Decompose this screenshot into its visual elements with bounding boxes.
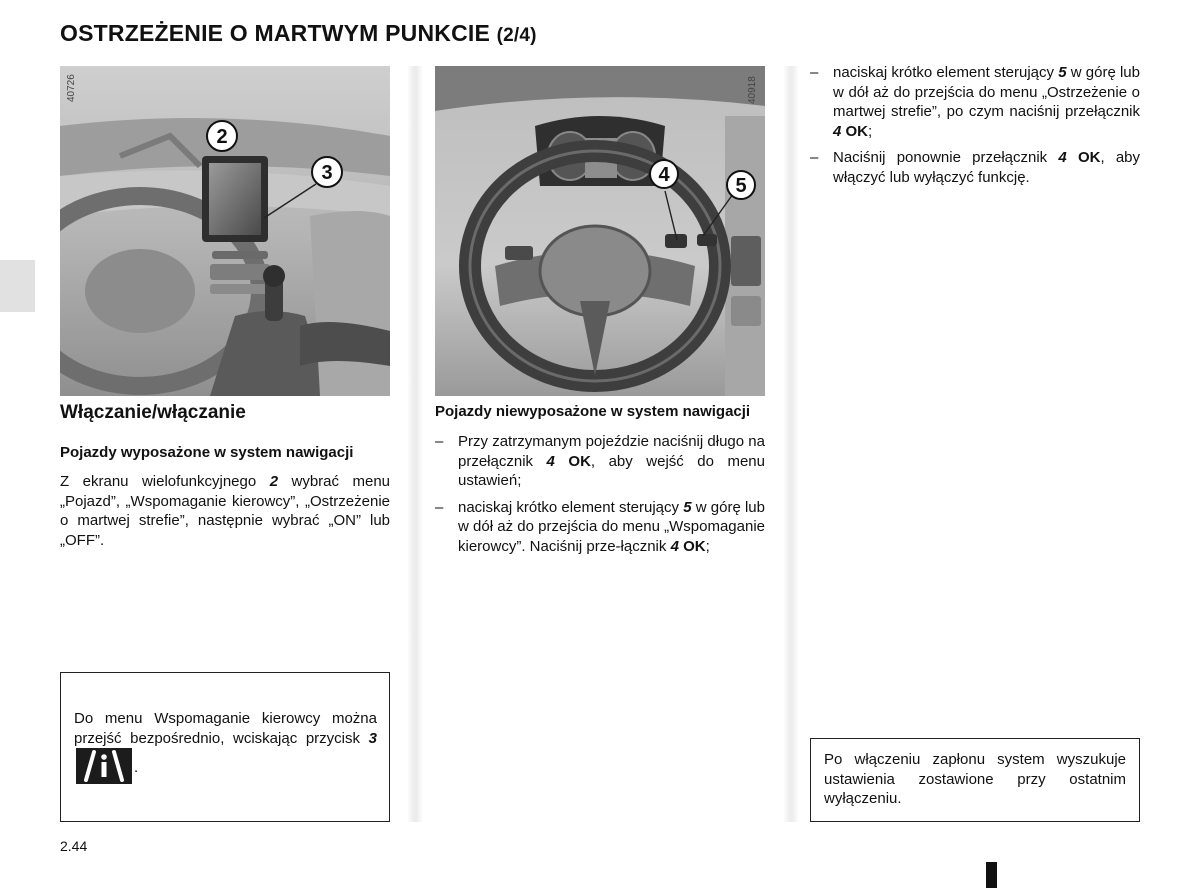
column-divider [783, 66, 799, 822]
list-item: – naciskaj krótko element sterujący 5 w górę lub w dół aż do przejścia do menu „Wspomaganie kierowcy”. Naciśnij prze-łącznik 4 OK; [435, 498, 765, 555]
dashboard-figure [60, 66, 390, 396]
note-box-right: Po włączeniu zapłonu system wyszukuje ustawienia zostawione przy ostatnim wyłączeniu. [810, 738, 1140, 822]
page-of-indicator: (2/4) [496, 25, 537, 46]
callout-5: 5 [735, 175, 747, 197]
page-title-text: OSTRZEŻENIE O MARTWYM PUNKCIE [60, 20, 491, 46]
list-item: – naciskaj krótko element sterujący 5 w górę lub w dół aż do przejścia do menu „Ostrzeżenie o martwej strefie”, po czym naciśnij przełącznik 4 OK; [810, 64, 1140, 140]
ref-screen: 2 [269, 473, 279, 490]
figure-code: 40726 [66, 74, 77, 102]
column-1 [60, 402, 390, 550]
subheading: Pojazdy wyposażone w system nawigacji [60, 444, 354, 461]
steering-wheel-figure [435, 66, 765, 396]
column-3 [810, 63, 1140, 194]
list-item: – Przy zatrzymanym pojeździe naciśnij długo na przełącznik 4 OK, aby wejść do menu ustawień; [435, 433, 765, 489]
instruction-paragraph: Z ekranu wielofunkcyjnego 2 wybrać menu „Pojazd”, „Wspomaganie kierowcy”, „Ostrzeżenie o martwej strefie”, następnie wybrać „ON” lub „OFF”. [60, 473, 391, 549]
callout-2: 2 [216, 126, 228, 148]
column-divider [407, 66, 423, 822]
note-box-left [60, 672, 390, 822]
section-heading: Włączanie/włączanie [60, 402, 246, 423]
chapter-tab [0, 260, 35, 312]
column-2 [435, 402, 765, 563]
subheading: Pojazdy niewyposażone w system nawigacji [435, 403, 751, 420]
page-title [60, 20, 537, 47]
edge-marker [986, 862, 997, 888]
list-item: – Naciśnij ponownie przełącznik 4 OK, aby włączyć lub wyłączyć funkcję. [810, 149, 1141, 186]
figure-code: 40918 [747, 76, 758, 104]
driving-assist-button-icon [76, 748, 132, 784]
steps-list [810, 63, 1140, 187]
ref-button: 3 [368, 729, 377, 747]
steps-list [435, 432, 765, 556]
callout-4: 4 [658, 164, 670, 186]
callout-3: 3 [321, 162, 333, 184]
note-text: Do menu Wspomaganie kierowcy można przejść bezpośrednio, wciskając przycisk 3 . [74, 709, 377, 784]
page-number: 2.44 [60, 838, 88, 854]
